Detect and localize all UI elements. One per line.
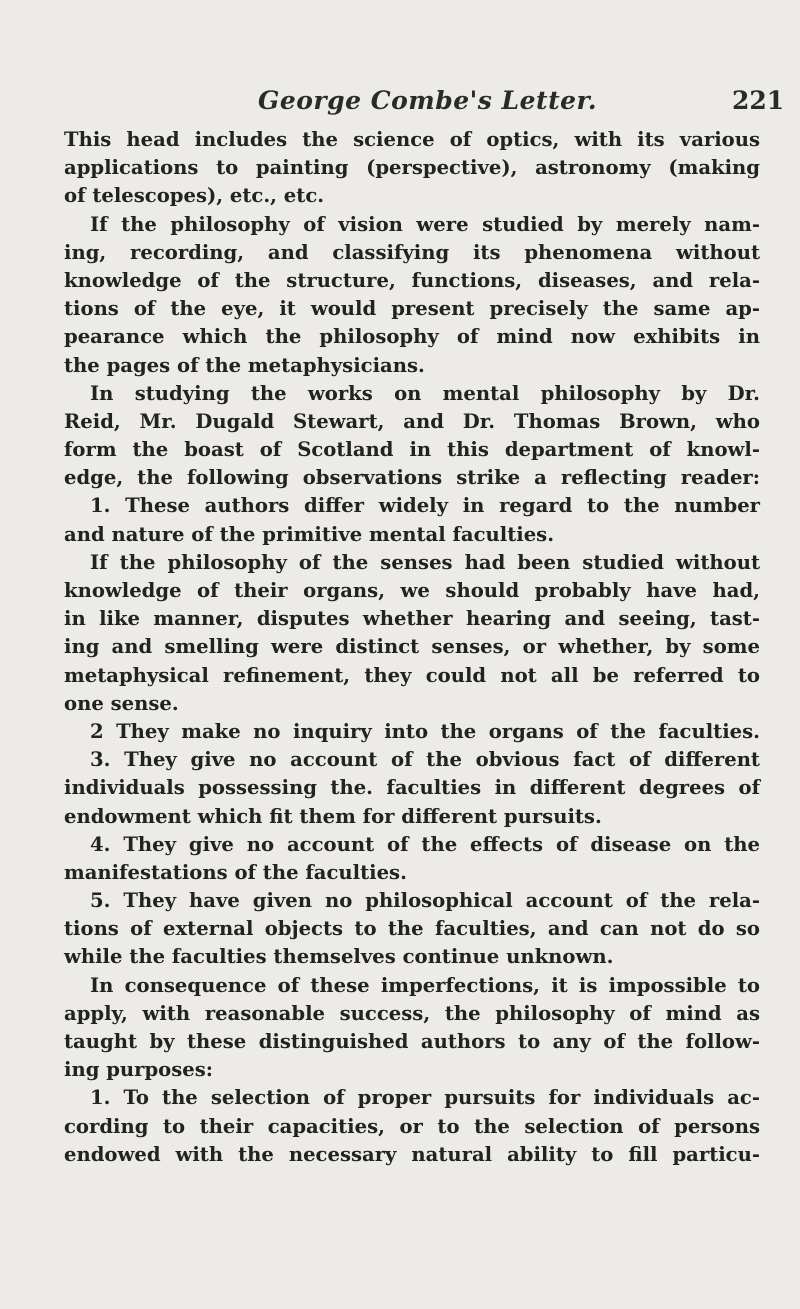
text-line: taught by these distinguished authors to any of the follow- — [64, 1030, 760, 1053]
text-line: of telescopes), etc., etc. — [64, 184, 325, 208]
text-line: pearance which the philosophy of mind now exhibits in — [64, 325, 760, 349]
text-line: apply, with reasonable success, the philosophy of mind as — [64, 1001, 760, 1025]
text-line: while the faculties themselves continue unknown. — [64, 945, 614, 969]
text-line: tions of external objects to the faculties, and can not do so — [64, 917, 760, 941]
text-line: If the philosophy of vision were studied by merely nam- — [90, 212, 760, 236]
text-line: 5. They have given no philosophical account of the rela- — [90, 889, 760, 913]
text-line: form the boast of Scotland in this department of knowl- — [64, 438, 760, 462]
text-line: endowed with the necessary natural ability to fill particu- — [64, 1142, 760, 1166]
text-line: individuals possessing the. faculties in different degrees of — [64, 776, 760, 800]
text-line: manifestations of the faculties. — [64, 860, 407, 884]
text-line: applications to painting (perspective), astronomy (making — [64, 156, 760, 180]
text-line: 1. To the selection of proper pursuits for individuals ac- — [90, 1086, 760, 1110]
text-line: ing, recording, and classifying its phenomena without — [64, 240, 760, 264]
text-line: edge, the following observations strike a reflecting reader: — [64, 466, 760, 490]
text-line: 2 They make no inquiry into the organs of the faculties. — [90, 719, 760, 743]
text-line: This head includes the science of optics, with its various — [64, 128, 760, 151]
running-title: George Combe's Letter. — [258, 86, 598, 115]
text-line: one sense. — [64, 691, 179, 715]
text-line: and nature of the primitive mental faculties. — [64, 522, 555, 546]
text-line: cording to their capacities, or to the selection of persons — [64, 1114, 760, 1138]
text-line: If the philosophy of the senses had been studied without — [90, 550, 760, 574]
text-line: 4. They give no account of the effects of disease on the — [90, 832, 760, 856]
text-line: tions of the eye, it would present precisely the same ap- — [64, 297, 760, 321]
body-text — [64, 126, 760, 1169]
page-number: 221 — [732, 86, 785, 115]
text-line: ing and smelling were distinct senses, or whether, by some — [64, 635, 760, 659]
text-line: In studying the works on mental philosophy by Dr. — [90, 381, 760, 405]
text-line: the pages of the metaphysicians. — [64, 353, 425, 377]
text-line: ing purposes: — [64, 1058, 214, 1082]
text-line: knowledge of the structure, functions, diseases, and rela- — [64, 268, 760, 292]
text-line: knowledge of their organs, we should probably have had, — [64, 579, 760, 602]
page-header — [0, 86, 800, 126]
text-line: Reid, Mr. Dugald Stewart, and Dr. Thomas Brown, who — [64, 409, 760, 433]
text-line: 1. These authors differ widely in regard to the number — [90, 494, 760, 518]
text-line: In consequence of these imperfections, it is impossible to — [90, 973, 760, 997]
text-line: metaphysical refinement, they could not all be referred to — [64, 663, 760, 687]
text-line: in like manner, disputes whether hearing and seeing, tast- — [64, 607, 760, 631]
text-line: 3. They give no account of the obvious fact of different — [90, 748, 760, 772]
text-line: endowment which fit them for different pursuits. — [64, 804, 602, 828]
